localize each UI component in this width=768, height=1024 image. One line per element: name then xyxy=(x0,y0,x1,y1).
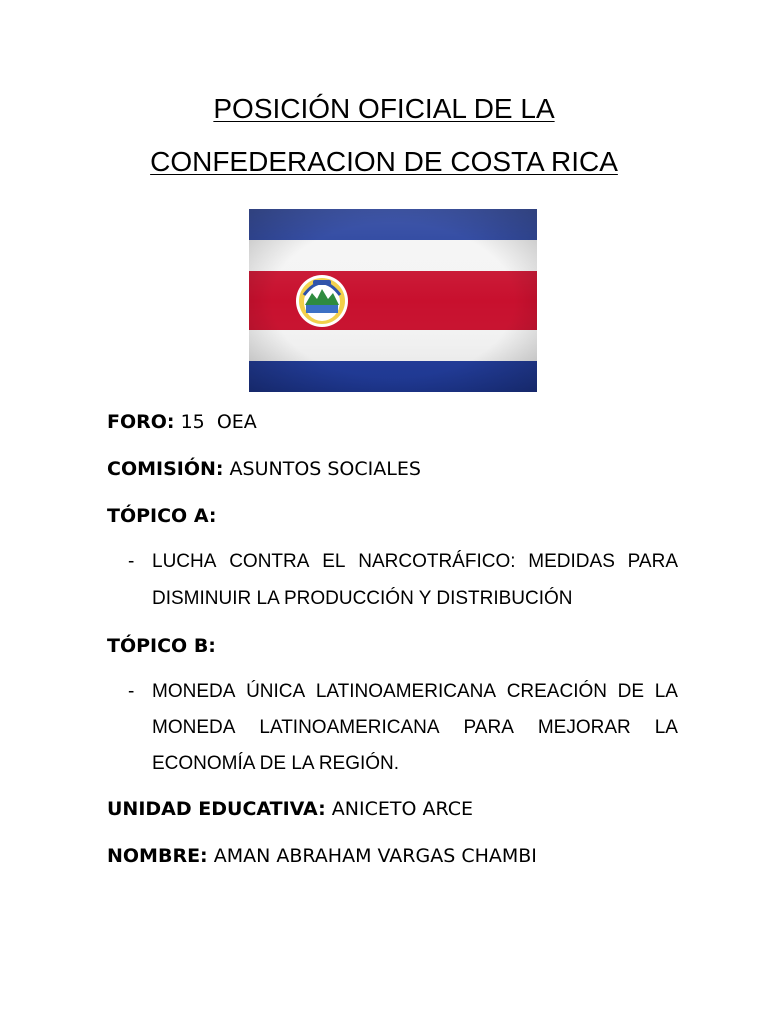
topico-b-bullet-dash: - xyxy=(128,681,135,702)
page-title-line-1: POSICIÓN OFICIAL DE LA xyxy=(213,93,555,124)
bullet-word: LATINOAMERICANA xyxy=(259,717,440,738)
field-comision-value: ASUNTOS SOCIALES xyxy=(229,458,421,480)
bullet-text: ECONOMÍA DE LA REGIÓN. xyxy=(152,753,400,774)
topico-b-line-1 xyxy=(152,681,678,703)
bullet-word: LATINOAMERICANA xyxy=(315,681,497,702)
field-topico-a-label: TÓPICO A: xyxy=(107,505,217,527)
page-title-line-2: CONFEDERACION DE COSTA RICA xyxy=(150,146,618,177)
field-foro-label: FORO: xyxy=(107,411,175,433)
field-nombre xyxy=(107,845,537,867)
topico-a-bullet-dash: - xyxy=(128,551,135,572)
field-unidad-educativa xyxy=(107,798,473,820)
topico-b-line-3 xyxy=(152,753,678,775)
bullet-word: CONTRA xyxy=(229,551,310,572)
field-nombre-value: AMAN ABRAHAM VARGAS CHAMBI xyxy=(213,845,537,867)
bullet-word: CREACIÓN xyxy=(506,681,607,702)
topico-a-line-1 xyxy=(152,551,678,573)
topico-b-line-2 xyxy=(152,717,678,739)
field-comision xyxy=(107,458,421,480)
bullet-word: LUCHA xyxy=(152,551,217,572)
field-topico-a xyxy=(107,505,216,527)
bullet-text: DISMINUIR LA PRODUCCIÓN Y DISTRIBUCIÓN xyxy=(152,588,573,609)
bullet-word: PARA xyxy=(463,717,514,738)
field-unidad-value: ANICETO ARCE xyxy=(331,798,473,820)
field-nombre-label: NOMBRE: xyxy=(107,845,208,867)
costa-rica-flag xyxy=(249,209,537,392)
bullet-word: DE xyxy=(617,681,645,702)
field-comision-label: COMISIÓN: xyxy=(107,458,224,480)
bullet-word: MEDIDAS xyxy=(528,551,615,572)
field-topico-b-label: TÓPICO B: xyxy=(107,635,216,657)
bullet-word: EL xyxy=(322,551,346,572)
bullet-word: MONEDA xyxy=(152,681,236,702)
bullet-word: MONEDA xyxy=(152,717,236,738)
field-foro-value: 15 OEA xyxy=(180,411,257,433)
field-topico-b xyxy=(107,635,216,657)
bullet-word: NARCOTRÁFICO: xyxy=(358,551,516,572)
field-foro xyxy=(107,411,257,433)
bullet-word: PARA xyxy=(627,551,678,572)
bullet-word: ÚNICA xyxy=(246,681,306,702)
topico-a-line-2 xyxy=(152,588,678,610)
bullet-word: LA xyxy=(654,681,678,702)
bullet-word: MEJORAR xyxy=(537,717,631,738)
bullet-word: LA xyxy=(654,717,678,738)
field-unidad-label: UNIDAD EDUCATIVA: xyxy=(107,798,326,820)
